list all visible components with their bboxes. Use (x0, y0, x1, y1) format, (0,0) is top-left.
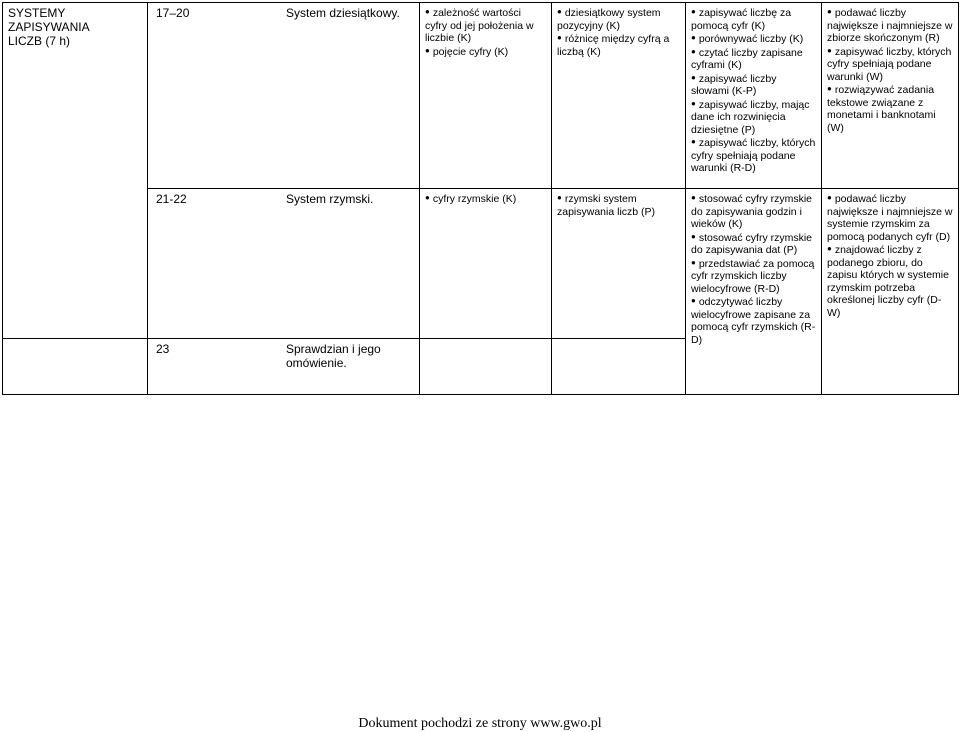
lesson-hours: 21-22 (156, 192, 187, 206)
empty-cell (420, 339, 552, 395)
knowledge-list (425, 6, 546, 58)
empty-cell (3, 339, 148, 395)
concepts-cell (552, 189, 686, 339)
skills-list (691, 192, 816, 346)
bullet-icon: ● (827, 84, 832, 93)
bullet-icon: ● (691, 257, 696, 267)
skills-list (691, 6, 816, 175)
knowledge-list (425, 192, 546, 206)
lesson-topic-cell (148, 3, 420, 189)
bullet-icon: ● (425, 7, 430, 16)
list-item: ● stosować cyfry rzymskie do zapisywania dat (P) (691, 231, 813, 256)
list-item: ● dziesiątkowy system pozycyjny (K) (557, 7, 661, 32)
bullet-icon: ● (691, 7, 696, 16)
list-item: ● znajdować liczby z podanego zbioru, do zapisu których w systemie rzymskim potrzeba określonej liczby cyfr (D-W) (827, 244, 949, 319)
empty-cell (3, 189, 148, 339)
bullet-icon: ● (557, 33, 562, 42)
list-item: ● podawać liczby największe i najmniejsze w zbiorze skończonym (R) (827, 7, 953, 44)
list-item: ● zapisywać liczby słowami (K-P) (691, 72, 777, 97)
bullet-icon: ● (691, 98, 696, 108)
section-title-cell (3, 3, 148, 189)
list-item: ● różnicę między cyfrą a liczbą (K) (557, 33, 670, 58)
list-item: ● pojęcie cyfry (K) (425, 45, 509, 58)
list-item: ● zależność wartości cyfry od jej położenia w liczbie (K) (425, 7, 534, 44)
bullet-icon: ● (691, 193, 696, 202)
lesson-hours: 17–20 (156, 6, 190, 20)
advanced-list (827, 6, 953, 134)
bullet-icon: ● (691, 33, 696, 42)
bullet-icon: ● (557, 193, 562, 202)
bullet-icon: ● (425, 45, 430, 55)
bullet-icon: ● (827, 193, 832, 202)
bullet-icon: ● (691, 72, 696, 82)
list-item: ● rzymski system zapisywania liczb (P) (557, 193, 656, 218)
list-item: ● stosować cyfry rzymskie do zapisywania godzin i wieków (K) (691, 193, 813, 230)
list-item: ● zapisywać liczby, mając dane ich rozwinięcia dziesiętne (P) (691, 98, 810, 136)
page-footer: Dokument pochodzi ze strony www.gwo.pl (358, 716, 602, 731)
list-item: ● zapisywać liczby, których cyfry spełniają podane warunki (W) (827, 45, 952, 83)
table-row (3, 189, 959, 339)
advanced-cell (822, 189, 959, 395)
list-item: ● zapisywać liczby, których cyfry spełniają podane warunki (R-D) (691, 137, 816, 174)
bullet-icon: ● (827, 45, 832, 55)
table-row (3, 3, 959, 189)
bullet-icon: ● (691, 231, 696, 241)
list-item: ● przedstawiać za pomocą cyfr rzymskich liczby wielocyfrowe (R-D) (691, 257, 815, 295)
knowledge-cell (420, 3, 552, 189)
bullet-icon: ● (691, 137, 696, 146)
list-item: ● odczytywać liczby wielocyfrowe zapisane za pomocą cyfr rzymskich (R-D) (691, 296, 816, 346)
list-item: ● cyfry rzymskie (K) (425, 193, 517, 205)
lesson-topic: System rzymski. (286, 192, 374, 206)
list-item: ● podawać liczby największe i najmniejsze w systemie rzymskim za pomocą podanych cyfr (D) (827, 193, 953, 243)
curriculum-table (2, 2, 959, 395)
lesson-topic: Sprawdzian i jego omówienie. (286, 342, 381, 370)
lesson-topic: System dziesiątkowy. (286, 6, 400, 20)
concepts-list (557, 192, 680, 218)
bullet-icon: ● (557, 7, 562, 16)
concepts-cell (552, 3, 686, 189)
list-item: ● rozwiązywać zadania tekstowe związane z monetami i banknotami (W) (827, 84, 936, 134)
section-title: SYSTEMY ZAPISYWANIA LICZB (7 h) (8, 6, 89, 48)
bullet-icon: ● (425, 193, 430, 202)
skills-cell (686, 189, 822, 395)
empty-cell (552, 339, 686, 395)
bullet-icon: ● (691, 296, 696, 305)
lesson-topic-cell (148, 189, 420, 339)
knowledge-cell (420, 189, 552, 339)
lesson-topic-cell (148, 339, 420, 395)
list-item: ● porównywać liczby (K) (691, 33, 804, 45)
bullet-icon: ● (691, 46, 696, 56)
skills-cell (686, 3, 822, 189)
bullet-icon: ● (827, 7, 832, 16)
advanced-cell (822, 3, 959, 189)
advanced-list (827, 192, 953, 319)
list-item: ● zapisywać liczbę za pomocą cyfr (K) (691, 7, 792, 32)
lesson-hours: 23 (156, 342, 170, 356)
list-item: ● czytać liczby zapisane cyframi (K) (691, 46, 803, 71)
bullet-icon: ● (827, 244, 832, 253)
concepts-list (557, 6, 680, 58)
